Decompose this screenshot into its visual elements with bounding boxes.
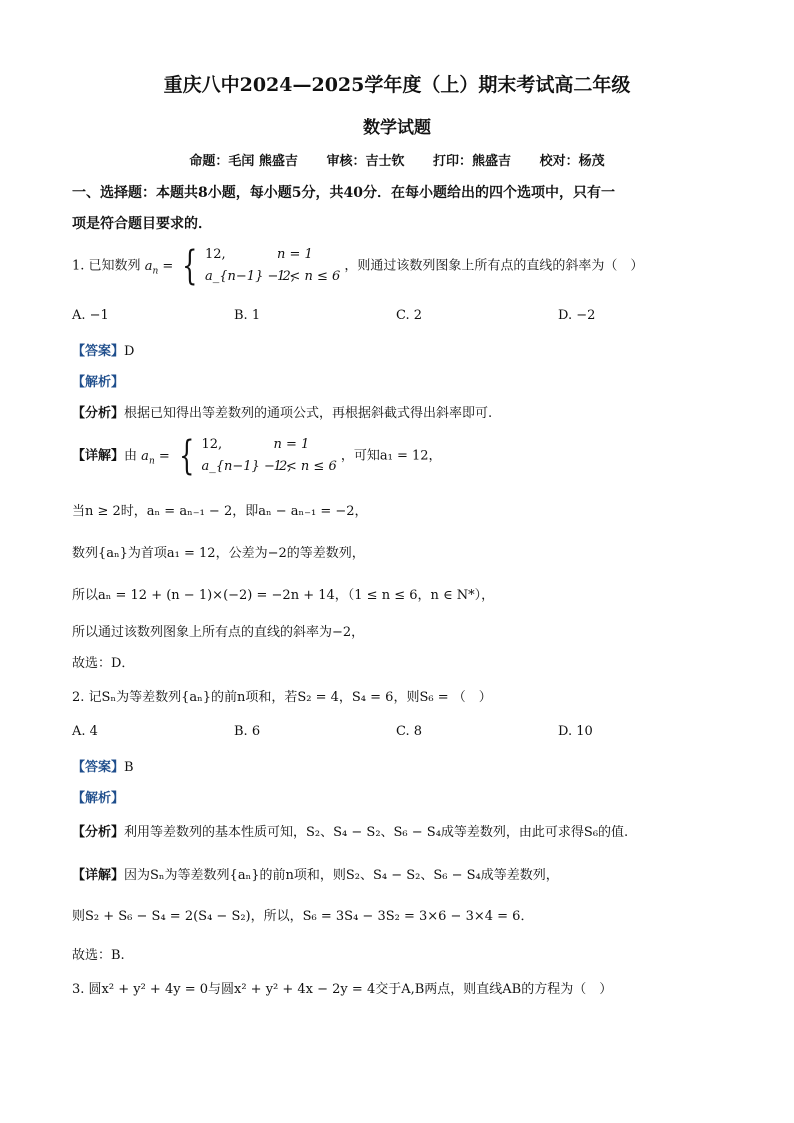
detail-tag: 【详解】 <box>72 868 125 883</box>
q1-detail-seq-symbol: $a_n$ = <box>141 448 170 467</box>
q1-detail-line3: 数列{aₙ}为首项a₁ = 12，公差为−2的等差数列， <box>72 546 365 561</box>
q2-choose: 故选：B. <box>72 948 125 963</box>
q1-detail-case2-val: a_{n−1} − 2, <box>201 459 292 474</box>
q1-case2-cond: 1 < n ≤ 6 <box>277 269 341 284</box>
q2-answer <box>72 756 134 775</box>
q1-suffix: ，则通过该数列图象上所有点的直线的斜率为（ ） <box>344 258 644 274</box>
q1-case1-cond: n = 1 <box>277 247 313 262</box>
q1-detail-case2-cond: 1 < n ≤ 6 <box>273 459 337 474</box>
fenxi-tag: 【分析】 <box>72 406 125 421</box>
q1-answer-value: D <box>124 344 135 359</box>
q1-seq-symbol: $a_n$ = <box>144 258 174 277</box>
q1-option-d: D. −2 <box>558 308 596 323</box>
q1-stem <box>72 244 643 288</box>
section-heading-line1: 一、选择题：本题共8小题，每小题5分，共40分．在每小题给出的四个选项中，只有一 <box>72 185 615 201</box>
q2-fenxi-text: 利用等差数列的基本性质可知，S₂、S₄ − S₂、S₆ − S₄成等差数列，由此可求得S₆的值. <box>124 825 629 840</box>
credit-reviewer: 审核：吉士钦 <box>326 154 405 169</box>
brace-icon: { <box>182 243 198 289</box>
q1-option-a: A. −1 <box>72 308 109 323</box>
credit-author: 命题：毛闰 熊盛吉 <box>189 154 298 169</box>
credit-proofreader: 校对：杨茂 <box>539 154 605 169</box>
q1-detail-line5: 所以通过该数列图象上所有点的直线的斜率为−2， <box>72 625 365 640</box>
exam-title: 重庆八中2024—2025学年度（上）期末考试高二年级 <box>163 74 631 96</box>
q1-detail-case1-cond: n = 1 <box>273 437 310 452</box>
q1-detail-line4: 所以aₙ = 12 + (n − 1)×(−2) = −2n + 14，（1 ≤ n ≤ 6，n ∈ N*）， <box>72 588 495 603</box>
q2-detail-text: 因为Sₙ为等差数列{aₙ}的前n项和，则S₂、S₄ − S₂、S₆ − S₄成等差数列， <box>124 868 559 883</box>
q1-choose: 故选：D． <box>72 656 135 671</box>
q2-option-c: C. 8 <box>396 724 423 739</box>
q1-detail-line2: 当n ≥ 2时，aₙ = aₙ₋₁ − 2，即aₙ − aₙ₋₁ = −2， <box>72 504 368 519</box>
detail-tag: 【详解】 <box>72 448 125 464</box>
q2-fenxi <box>72 821 628 840</box>
q2-answer-value: B <box>124 760 134 775</box>
q1-piecewise <box>205 244 340 288</box>
q1-analysis-tag: 【解析】 <box>72 375 125 390</box>
q1-fenxi <box>72 402 492 421</box>
q3-stem: 3. 圆x² + y² + 4y = 0与圆x² + y² + 4x − 2y = 4交于A,B两点，则直线AB的方程为（ ） <box>72 982 613 997</box>
q1-fenxi-text: 根据已知得出等差数列的通项公式，再根据斜截式得出斜率即可. <box>124 406 493 421</box>
q2-option-a: A. 4 <box>72 724 98 739</box>
q2-detail-line2: 则S₂ + S₆ − S₄ = 2(S₄ − S₂)，所以，S₆ = 3S₄ − 3S₂ = 3×6 − 3×4 = 6． <box>72 909 534 924</box>
q2-stem: 2. 记Sₙ为等差数列{aₙ}的前n项和，若S₂ = 4，S₄ = 6，则S₆ = （ ） <box>72 690 492 705</box>
fenxi-tag: 【分析】 <box>72 825 125 840</box>
exam-subtitle: 数学试题 <box>363 118 431 138</box>
q2-option-b: B. 6 <box>234 724 261 739</box>
answer-tag: 【答案】 <box>72 760 125 775</box>
q1-prefix: 1. 已知数列 <box>72 258 141 274</box>
q2-option-d: D. 10 <box>558 724 593 739</box>
credits-line <box>0 150 794 169</box>
q1-option-c: C. 2 <box>396 308 423 323</box>
q2-detail-line1 <box>72 864 559 883</box>
section-heading-line2: 项是符合题目要求的． <box>72 216 212 232</box>
q1-detail-prefix: 由 <box>124 448 138 464</box>
brace-icon: { <box>178 433 195 479</box>
q1-detail-line1 <box>72 434 442 478</box>
q2-analysis-tag: 【解析】 <box>72 791 125 806</box>
q1-answer <box>72 340 134 359</box>
q1-detail-piecewise <box>202 434 337 478</box>
q1-option-b: B. 1 <box>234 308 261 323</box>
answer-tag: 【答案】 <box>72 344 125 359</box>
q1-case1-val: 12, <box>205 247 226 262</box>
q1-detail-suffix: ，可知a₁ = 12， <box>340 448 442 464</box>
q1-case2-val: a_{n−1} − 2, <box>205 269 295 284</box>
q1-detail-case1-val: 12, <box>201 437 223 452</box>
credit-printer: 打印：熊盛吉 <box>433 154 512 169</box>
